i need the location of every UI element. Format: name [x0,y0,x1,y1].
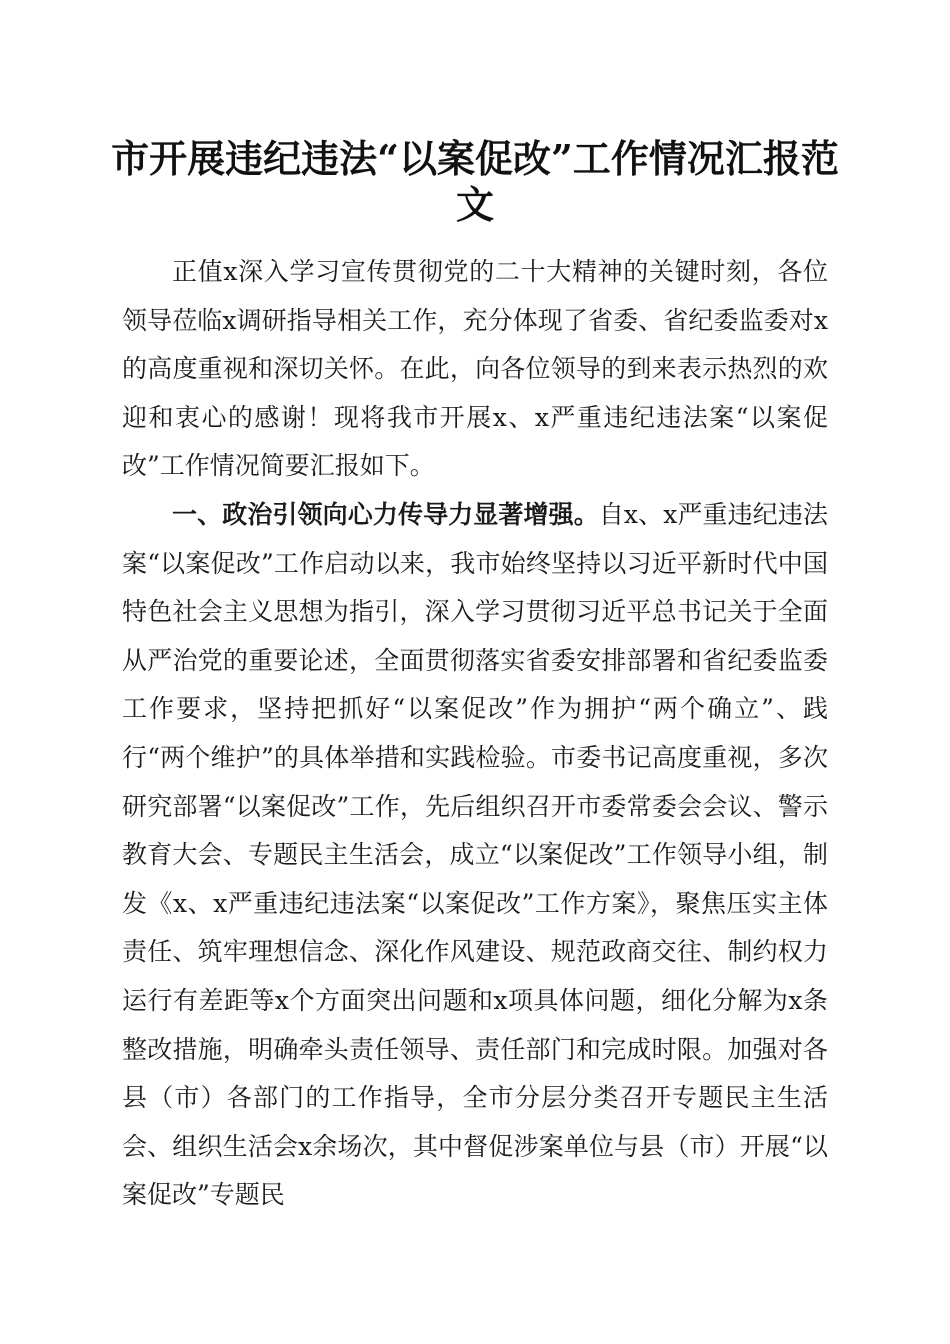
section-1-body: 自x、x严重违纪违法案“以案促改”工作启动以来，我市始终坚持以习近平新时代中国特色社会主义思想为指引，深入学习贯彻习近平总书记关于全面从严治党的重要论述，全面贯彻落实省委安排部署和省纪委监委工作要求，坚持把抓好“以案促改”作为拥护“两个确立”、践行“两个维护”的具体举措和实践检验。市委书记高度重视，多次研究部署“以案促改”工作，先后组织召开市委常委会会议、警示教育大会、专题民主生活会，成立“以案促改”工作领导小组，制发《x、x严重违纪违法案“以案促改”工作方案》，聚焦压实主体责任、筑牢理想信念、深化作风建设、规范政商交往、制约权力运行有差距等x个方面突出问题和x项具体问题，细化分解为x条整改措施，明确牵头责任领导、责任部门和完成时限。加强对各县（市）各部门的工作指导，全市分层分类召开专题民主生活会、组织生活会x余场次，其中督促涉案单位与县（市）开展“以案促改”专题民 [122,499,828,1210]
document-body [122,248,828,1220]
intro-paragraph: 正值x深入学习宣传贯彻党的二十大精神的关键时刻，各位领导莅临x调研指导相关工作，充分体现了省委、省纪委监委对x的高度重视和深切关怀。在此，向各位领导的到来表示热烈的欢迎和衷心的感谢！现将我市开展x、x严重违纪违法案“以案促改”工作情况简要汇报如下。 [122,257,828,481]
section-1-paragraph [122,491,828,1220]
section-1-heading: 一、政治引领向心力传导力显著增强。 [172,499,599,529]
document-title: 市开展违纪违法“以案促改”工作情况汇报范文 [111,136,839,227]
